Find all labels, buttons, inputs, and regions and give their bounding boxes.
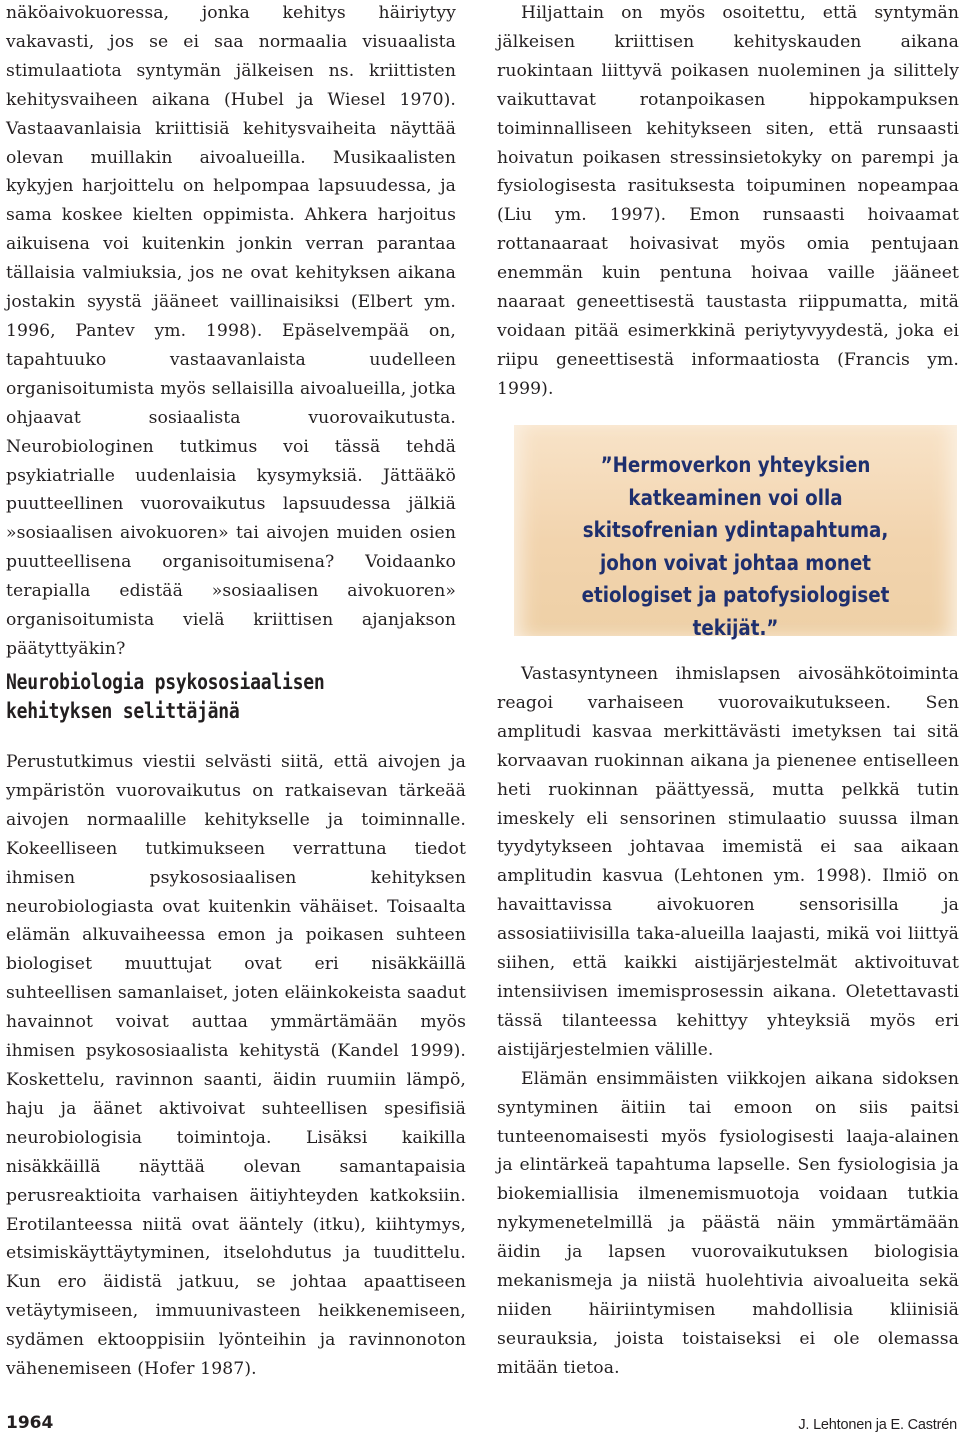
section-heading [6, 668, 393, 726]
body-paragraph: Elämän ensimmäisten viikkojen aikana sidoksen syntyminen äitiin tai emoon on siis paitsi tunteenomaisesti myös fysiologisesti laaja-alainen ja elintärkeä tapahtuma lapselle. Sen fysiologisia ja biokemiallisia ilmenemismuotoja voidaan tutkia nykymenetelmillä ja päästä näin ymmärtämään äidin ja lapsen vuorovaikutuksen biologisia mekanismeja ja niistä huolehtivia aivoalueita sekä niiden häiriintymisen mahdollisia kliinisiä seurauksia, joista toistaiseksi ei ole olemassa mitään tietoa. [497, 1068, 959, 1378]
pull-quote: ”Hermoverkon yhteyksien katkeaminen voi olla skitsofrenian ydintapahtuma, johon voivat johtaa monet etiologiset ja patofysiologiset tekijät.” [581, 453, 890, 640]
body-paragraph: Hiljattain on myös osoitettu, että syntymän jälkeisen kriittisen kehityskauden aikana ruokintaan liittyvä poikasen nuoleminen ja silittely vaikuttavat rotanpoikasen hippokampuksen toiminnalliseen kehitykseen siten, että runsaasti hoivatun poikasen stressinsietokyky on parempi ja fysiologisesta rasituksesta toipuminen nopeampaa (Liu ym. 1997). Emon runsaasti hoivaamat rottanaaraat hoivasivat myös omia pentujaan enemmän kuin pentuna hoivaa vaille jääneet naaraat geneettisestä taustasta riippumatta, mitä voidaan pitää esimerkkinä periytyvyydestä, joka ei riipu geneettisestä informaatiosta (Francis ym. 1999). [497, 3, 959, 399]
section-heading-line: Neurobiologia psykososiaalisen [6, 670, 325, 694]
body-paragraph: Perustutkimus viestii selvästi siitä, että aivojen ja ympäristön vuorovaikutus on ratkaisevan tärkeää aivojen normaalille kehitykselle ja toiminnalle. Kokeelliseen tutkimukseen verrattuna tiedot ihmisen psykososiaalisen kehityksen neurobiologiasta ovat kuitenkin vähäiset. Toisaalta elämän alkuvaiheessa emon ja poikasen suhteen biologiset muuttujat ovat eri nisäkkäillä suhteellisen samanlaiset, joten eläinkokeista saadut havainnot voivat auttaa ymmärtämään myös ihmisen psykososiaalista kehitystä (Kandel 1999). Koskettelu, ravinnon saanti, äidin ruumiin lämpö, haju ja äänet aktivoivat suhteellisen spesifisiä neurobiologisia toimintoja. Lisäksi kaikilla nisäkkäillä näyttää olevan samantapaisia perusreaktioita varhaisen äitiyhteyden katkoksiin. Erotilanteessa niitä ovat ääntely (itku), kiihtymys, etsimiskäyttäytyminen, itselohdutus ja tuudittelu. Kun ero äidistä jatkuu, se johtaa apaattiseen vetäytymiseen, immuunivasteen heikkenemiseen, sydämen ektooppisiin lyönteihin ja ravinnonoton vähenemiseen (Hofer 1987). [6, 752, 466, 1380]
section-heading-line: kehityksen selittäjänä [6, 699, 240, 723]
page-number: 1964 [6, 1413, 54, 1433]
right-column-bottom [497, 660, 959, 1383]
left-column-top [6, 0, 456, 664]
body-paragraph: Vastasyntyneen ihmislapsen aivosähkötoiminta reagoi varhaiseen vuorovaikutukseen. Sen amplitudi kasvaa merkittävästi imetyksen tai sitä korvaavan ruokinnan aikana ja pienenee entiselleen heti ruokinnan päättyessä, mutta pelkkä tutin imeskely eli sensorinen stimulaatio suussa ilman tyydytykseen johtavaa imemistä ei saa aikaan amplitudin kasvua (Lehtonen ym. 1998). Ilmiö on havaittavissa aivokuoren sensorisilla ja assosiatiivisilla taka-alueilla laajasti, mikä voi liittyä siihen, että kaikki aistijärjestelmät aktivoituvat intensiivisen imemisprosessin aikana. Oletettavasti tässä tilanteessa kehittyy yhteyksiä myös eri aistijärjestelmien välille. [497, 664, 959, 1060]
running-footer-authors: J. Lehtonen ja E. Castrén [798, 1417, 957, 1433]
left-column-bottom [6, 748, 466, 1384]
right-column-top [497, 0, 959, 404]
pull-quote-box [514, 425, 957, 640]
body-paragraph: näköaivokuoressa, jonka kehitys häiriytyy vakavasti, jos se ei saa normaalia visuaalista stimulaatiota syntymän jälkeisen ns. kriittisten kehitysvaiheen aikana (Hubel ja Wiesel 1970). Vastaavanlaisia kriittisiä kehitysvaiheita näyttää olevan muillakin aivoalueilla. Musikaalisten kykyjen harjoittelu on helpompaa lapsuudessa, ja sama koskee kielten oppimista. Ahkera harjoitus aikuisena voi kuitenkin jonkin verran parantaa tällaisia valmiuksia, jos ne ovat kehityksen aikana jostakin syystä jääneet vaillinaisiksi (Elbert ym. 1996, Pantev ym. 1998). Epäselvempää on, tapahtuuko vastaavanlaista uudelleen organisoitumista myös sellaisilla aivoalueilla, jotka ohjaavat sosiaalista vuorovaikutusta. Neurobiologinen tutkimus voi tässä tehdä psykiatrialle uudenlaisia kysymyksiä. Jättääkö puutteellinen vuorovaikutus lapsuudessa jälkiä »sosiaalisen aivokuoren» tai aivojen muiden osien puutteellisena organisoitumisena? Voidaanko terapialla edistää »sosiaalisen aivokuoren» organisoitumista vielä kriittisen ajanjakson päätyttyäkin? [6, 3, 456, 659]
